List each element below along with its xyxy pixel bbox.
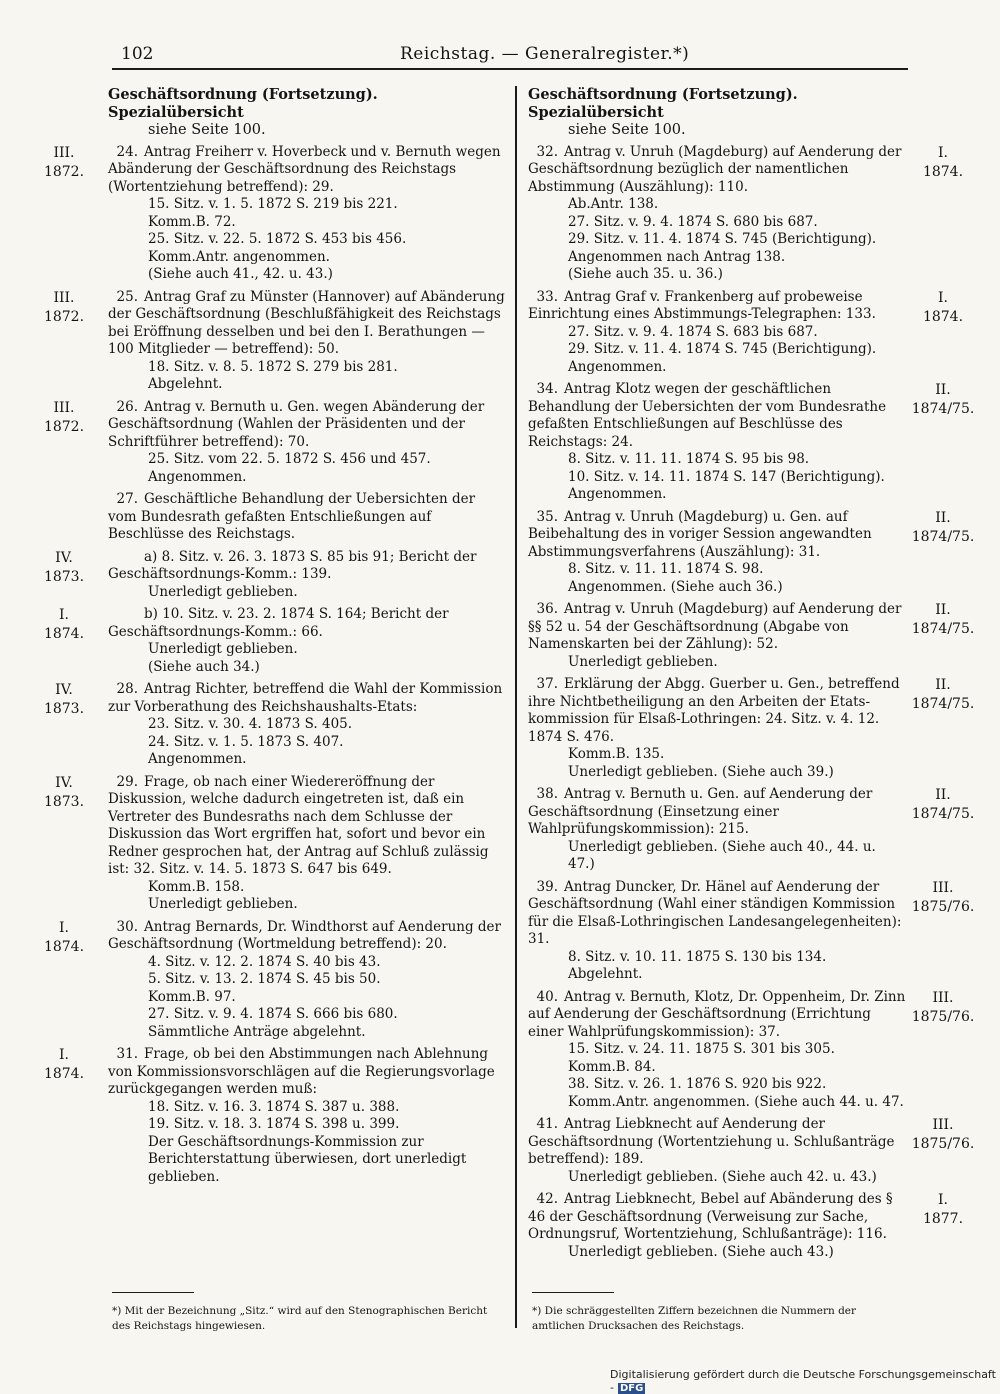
session-marker-line: 1875/76.: [911, 1008, 975, 1025]
register-entry: [528, 988, 975, 1112]
entry-text: Erklärung der Abgg. Guerber u. Gen., betreffend ihre Nichtbetheiligung an den Arbeiten der Etats-kommission für Elsaß-Lothringen: 24. Sitz. v. 4. 12. 1874 S. 476.: [528, 676, 900, 745]
entry-reference: Angenommen nach Antrag 138.: [568, 248, 786, 265]
entry-reference: 23. Sitz. v. 30. 4. 1873 S. 405.: [148, 716, 353, 732]
entry-number: 31.: [116, 1046, 138, 1062]
entry-reference: (Siehe auch 41., 42. u. 43.): [148, 266, 333, 282]
entry-number: 24.: [116, 143, 138, 160]
session-marker-line: 1874/75.: [911, 621, 975, 637]
entry-title: [108, 491, 506, 544]
entry-text: Antrag v. Bernuth u. Gen. auf Aenderung der Geschäftsordnung (Einsetzung einer Wahlprüfungskommission): 215.: [528, 786, 873, 837]
entry-reference: Komm.B. 135.: [568, 746, 665, 762]
session-marker: [910, 879, 976, 917]
register-entry: [528, 878, 975, 984]
entry-title: [528, 1116, 906, 1169]
session-marker-line: 1874/75.: [911, 528, 975, 545]
right-entries: [528, 143, 975, 1262]
session-marker-line: I.: [59, 919, 69, 936]
session-marker: [36, 549, 92, 587]
entry-title: [108, 399, 506, 452]
register-entry: [528, 786, 975, 874]
session-marker: [36, 774, 92, 812]
entry-reference: (Siehe auch 35. u. 36.): [568, 266, 723, 282]
entry-reference: Unerledigt geblieben. (Siehe auch 42. u. 43.): [568, 1168, 877, 1185]
register-entry: [528, 676, 975, 781]
entry-text: Antrag Richter, betreffend die Wahl der Kommission zur Vorberathung des Reichshaushalts-Etats:: [108, 681, 503, 715]
session-marker-line: II.: [935, 787, 951, 803]
register-entry: [528, 508, 975, 597]
entry-reference: 10. Sitz. v. 14. 11. 1874 S. 147 (Berichtigung).: [568, 468, 885, 485]
entry-text: Geschäftliche Behandlung der Uebersichten der vom Bundesrath gefaßten Entschließungen auf Beschlüsse des Reichstags.: [108, 491, 476, 542]
entry-text: Antrag v. Bernuth u. Gen. wegen Abänderung der Geschäftsordnung (Wahlen der Präsidenten und der Schriftführer betreffend): 70.: [108, 398, 485, 450]
entry-reference: Angenommen.: [568, 486, 667, 502]
session-marker-line: 1874.: [43, 626, 85, 642]
entry-text: Frage, ob nach einer Wiedereröffnung der Diskussion, welche dadurch eingetreten ist, daß ein Vertreter des Bundesraths nach dem Schlusse der Diskussion das Wort ergriffen hat, sofort und bevor ein Redner gesprochen hat, der Antrag auf Schluß zulässig ist: 32. Sitz. v. 14. 5. 1873 S. 647 bis 649.: [108, 773, 489, 877]
session-marker-line: 1873.: [43, 793, 85, 810]
session-marker-line: 1875/76.: [911, 898, 975, 915]
entry-reference: Unerledigt geblieben.: [148, 641, 298, 657]
entry-reference: 27. Sitz. v. 9. 4. 1874 S. 680 bis 687.: [568, 213, 818, 230]
entry-reference: Angenommen.: [568, 358, 667, 375]
right-column: [528, 86, 975, 1266]
session-marker-line: I.: [59, 607, 69, 623]
entry-title: [528, 509, 906, 562]
right-column-heading: Geschäftsordnung (Fortsetzung). Spezialübersicht siehe Seite 100.: [528, 86, 798, 138]
session-marker-line: 1874/75.: [911, 696, 975, 712]
session-marker: [910, 676, 976, 714]
session-marker-line: 1872.: [43, 308, 85, 325]
entry-number: 30.: [116, 918, 138, 935]
entry-reference: 27. Sitz. v. 9. 4. 1874 S. 666 bis 680.: [148, 1006, 398, 1022]
entry-title: [108, 681, 506, 716]
session-marker: [36, 1046, 92, 1084]
session-marker: [910, 1116, 976, 1154]
entry-text: Antrag Liebknecht, Bebel auf Abänderung des § 46 der Geschäftsordnung (Verweisung zur Sache, Ordnungsruf, Wortentziehung, Schlußanträge): 116.: [528, 1191, 893, 1242]
entry-reference: 4. Sitz. v. 12. 2. 1874 S. 40 bis 43.: [148, 953, 381, 970]
register-entry: [43, 288, 506, 394]
session-marker-line: I.: [938, 289, 948, 306]
entry-reference: 8. Sitz. v. 10. 11. 1875 S. 130 bis 134.: [568, 948, 827, 965]
entry-number: 41.: [536, 1116, 558, 1132]
register-entry: [108, 491, 506, 544]
entry-number: 35.: [536, 508, 558, 525]
session-marker-line: III.: [932, 989, 954, 1006]
session-marker: [36, 144, 92, 182]
entry-title: [528, 989, 906, 1042]
entry-reference: 27. Sitz. v. 9. 4. 1874 S. 683 bis 687.: [568, 323, 818, 340]
session-marker-line: IV.: [55, 682, 73, 698]
session-marker-line: I.: [938, 144, 948, 161]
entry-reference: 18. Sitz. v. 8. 5. 1872 S. 279 bis 281.: [148, 358, 398, 375]
session-marker-line: 1874.: [43, 938, 85, 955]
entry-text: Antrag Graf v. Frankenberg auf probeweise Einrichtung eines Abstimmungs-Telegraphen: 133.: [528, 288, 876, 322]
session-marker-line: III.: [53, 289, 75, 306]
entry-reference: Komm.B. 97.: [148, 988, 236, 1005]
entry-number: 40.: [536, 988, 558, 1005]
entry-reference: Unerledigt geblieben.: [148, 583, 298, 600]
entry-title: [528, 144, 906, 197]
register-entry: [528, 288, 964, 377]
session-marker: [910, 381, 976, 419]
entry-reference: 8. Sitz. v. 11. 11. 1874 S. 98.: [568, 561, 764, 577]
entry-reference: 38. Sitz. v. 26. 1. 1876 S. 920 bis 922.: [568, 1076, 827, 1092]
register-entry: [528, 143, 964, 284]
session-marker-line: 1873.: [43, 701, 85, 717]
entry-title: [108, 289, 506, 359]
entry-text: Antrag v. Unruh (Magdeburg) auf Aenderung der Geschäftsordnung bezüglich der namentlichen Abstimmung (Auszählung): 110.: [528, 143, 902, 195]
entry-reference: (Siehe auch 34.): [148, 658, 260, 675]
entry-number: 26.: [116, 398, 138, 415]
register-entry: [43, 773, 506, 914]
entry-text: Antrag Bernards, Dr. Windthorst auf Aenderung der Geschäftsordnung (Wortmeldung betreffend): 20.: [108, 918, 501, 952]
entry-text: Antrag v. Unruh (Magdeburg) u. Gen. auf Beibehaltung des in voriger Session angewandten Abstimmungsverfahrens (Auszählung): 31.: [528, 508, 872, 560]
register-entry: [528, 601, 975, 671]
entry-title: [528, 786, 906, 839]
running-title: Reichstag. — Generalregister.*): [400, 44, 690, 64]
entry-text: a) 8. Sitz. v. 26. 3. 1873 S. 85 bis 91; Bericht der Geschäftsordnungs-Komm.: 139.: [108, 548, 477, 582]
entry-text: Antrag Klotz wegen der geschäftlichen Behandlung der Uebersichten der vom Bundesrathe gefaßten Entschließungen auf Beschlüsse des Reichstags: 24.: [528, 381, 887, 450]
entry-reference: Komm.B. 72.: [148, 213, 236, 230]
entry-reference: Unerledigt geblieben.: [148, 896, 298, 912]
entry-reference: Angenommen.: [148, 751, 247, 767]
entry-reference: 25. Sitz. vom 22. 5. 1872 S. 456 und 457.: [148, 451, 431, 467]
entry-reference: Ab.Antr. 138.: [568, 196, 659, 212]
register-entry: [43, 681, 506, 769]
footnote-rule-left: [112, 1292, 194, 1293]
entry-title: [108, 919, 506, 954]
session-marker-line: III.: [932, 1117, 954, 1133]
entry-title: [528, 1191, 906, 1244]
session-marker: [910, 1191, 976, 1229]
session-marker-line: II.: [935, 602, 951, 618]
session-marker-line: III.: [53, 399, 75, 416]
entry-reference: 15. Sitz. v. 24. 11. 1875 S. 301 bis 305.: [568, 1041, 835, 1057]
entry-reference: Komm.B. 158.: [148, 878, 245, 895]
session-marker: [36, 681, 92, 719]
session-marker-line: 1875/76.: [911, 1136, 975, 1152]
session-marker-line: IV.: [55, 549, 73, 566]
session-marker-line: 1874.: [922, 308, 964, 325]
register-entry: [528, 1116, 975, 1186]
session-marker: [36, 919, 92, 957]
session-marker-line: 1873.: [43, 568, 85, 585]
entry-text: Antrag Liebknecht auf Aenderung der Geschäftsordnung (Wortentziehung u. Schlußanträge betreffend): 189.: [528, 1116, 895, 1167]
register-entry: [43, 398, 506, 487]
session-marker: [36, 289, 92, 327]
entry-title: [108, 1046, 506, 1099]
entry-text: b) 10. Sitz. v. 23. 2. 1874 S. 164; Bericht der Geschäftsordnungs-Komm.: 66.: [108, 606, 449, 640]
session-marker: [910, 601, 976, 639]
entry-number: 33.: [536, 288, 558, 305]
entry-reference: Komm.B. 84.: [568, 1058, 656, 1075]
session-marker-line: I.: [938, 1192, 948, 1208]
session-marker-line: 1874.: [922, 163, 964, 180]
left-column-heading: Geschäftsordnung (Fortsetzung). Spezialübersicht siehe Seite 100.: [108, 86, 378, 138]
session-marker: [910, 786, 976, 824]
entry-number: 27.: [116, 491, 138, 507]
entry-text: Antrag v. Unruh (Magdeburg) auf Aenderung der §§ 52 u. 54 der Geschäftsordnung (Abgabe von Namenskarten bei der Zählung): 52.: [528, 601, 902, 652]
footnote-right: *) Die schräggestellten Ziffern bezeichnen die Nummern der amtlichen Drucksachen des Reichstags.: [532, 1305, 857, 1332]
entry-number: 36.: [536, 601, 558, 617]
entry-number: 42.: [536, 1191, 558, 1207]
session-marker-line: 1874/75.: [911, 806, 975, 822]
credit-text: Digitalisierung gefördert durch die Deutsche Forschungsgemeinschaft -: [610, 1368, 996, 1394]
session-marker: [910, 289, 976, 327]
register-entry: [528, 1191, 964, 1261]
entry-number: 37.: [536, 676, 558, 692]
session-marker-line: II.: [935, 382, 951, 398]
entry-text: Antrag Graf zu Münster (Hannover) auf Abänderung der Geschäftsordnung (Beschlußfähigkeit des Reichstags bei Eröffnung desselben und bei den I. Berathungen — 100 Mitglieder — betreffend): 50.: [108, 288, 505, 357]
entry-title: [108, 144, 506, 197]
entry-reference: Der Geschäftsordnungs-Kommission zur Berichterstattung überwiesen, dort unerledigt geblieben.: [148, 1133, 467, 1185]
entry-number: 38.: [536, 786, 558, 802]
entry-title: [528, 879, 906, 949]
register-entry: [528, 381, 975, 504]
session-marker-line: III.: [932, 879, 954, 896]
entry-reference: 29. Sitz. v. 11. 4. 1874 S. 745 (Berichtigung).: [568, 231, 877, 247]
session-marker: [910, 989, 976, 1027]
entry-reference: Komm.Antr. angenommen. (Siehe auch 44. u. 47.: [568, 1093, 904, 1110]
session-marker-line: 1872.: [43, 163, 85, 180]
register-entry: [43, 606, 506, 676]
left-entries: [43, 143, 506, 1187]
entry-text: Antrag Freiherr v. Hoverbeck und v. Bernuth wegen Abänderung der Geschäftsordnung des Reichstags (Wortentziehung betreffend): 29.: [108, 143, 501, 195]
entry-reference: Sämmtliche Anträge abgelehnt.: [148, 1023, 366, 1040]
entry-reference: 15. Sitz. v. 1. 5. 1872 S. 219 bis 221.: [148, 196, 398, 212]
entry-reference: Unerledigt geblieben. (Siehe auch 43.): [568, 1243, 834, 1260]
entry-number: 32.: [536, 143, 558, 160]
entry-title: [528, 676, 906, 746]
session-marker-line: IV.: [55, 774, 73, 791]
column-divider: [515, 86, 517, 1328]
entry-number: 28.: [116, 681, 138, 697]
entry-title: [108, 549, 506, 584]
entry-number: 29.: [116, 773, 138, 790]
entry-reference: Unerledigt geblieben. (Siehe auch 40., 44. u. 47.): [568, 838, 876, 872]
entry-title: [528, 601, 906, 654]
entry-title: [108, 774, 506, 879]
entry-reference: 5. Sitz. v. 13. 2. 1874 S. 45 bis 50.: [148, 971, 381, 987]
entry-reference: 29. Sitz. v. 11. 4. 1874 S. 745 (Berichtigung).: [568, 341, 877, 357]
entry-reference: Abgelehnt.: [568, 966, 643, 982]
entry-text: Antrag Duncker, Dr. Hänel auf Aenderung der Geschäftsordnung (Wahl einer ständigen Kommission für die Elsaß-Lothringischen Landesangelegenheiten): 31.: [528, 878, 902, 947]
entry-reference: Unerledigt geblieben.: [568, 653, 718, 670]
session-marker: [36, 399, 92, 437]
entry-number: 34.: [536, 381, 558, 397]
session-marker-line: 1877.: [922, 1211, 964, 1227]
footnote-left: *) Mit der Bezeichnung „Sitz.“ wird auf den Stenographischen Bericht des Reichstags hingewiesen.: [112, 1305, 488, 1332]
digitization-credit: [610, 1368, 1000, 1394]
entry-reference: Komm.Antr. angenommen.: [148, 248, 330, 265]
session-marker: [910, 509, 976, 547]
session-marker-line: I.: [59, 1047, 69, 1063]
entry-number: 39.: [536, 878, 558, 895]
entry-reference: Angenommen. (Siehe auch 36.): [568, 578, 783, 595]
entry-text: Antrag v. Bernuth, Klotz, Dr. Oppenheim, Dr. Zinn auf Aenderung der Geschäftsordnung (Errichtung einer Wahlprüfungskommission): 37.: [528, 988, 906, 1040]
entry-reference: 18. Sitz. v. 16. 3. 1874 S. 387 u. 388.: [148, 1098, 400, 1115]
entry-title: [528, 381, 906, 451]
entry-reference: 24. Sitz. v. 1. 5. 1873 S. 407.: [148, 733, 344, 750]
session-marker-line: II.: [935, 509, 951, 526]
entry-reference: 19. Sitz. v. 18. 3. 1874 S. 398 u. 399.: [148, 1116, 400, 1132]
session-marker-line: 1874.: [43, 1066, 85, 1082]
session-marker-line: III.: [53, 144, 75, 161]
page-number: 102: [121, 44, 154, 64]
session-marker: [36, 606, 92, 644]
entry-reference: Abgelehnt.: [148, 376, 223, 392]
entry-text: Frage, ob bei den Abstimmungen nach Ablehnung von Kommissionsvorschlägen auf die Regierungsvorlage zurückgegangen werden muß:: [108, 1046, 495, 1097]
entry-reference: Angenommen.: [148, 468, 247, 485]
dfg-logo: DFG: [619, 1383, 644, 1394]
entry-title: [528, 289, 906, 324]
register-entry: [43, 143, 506, 284]
entry-reference: 25. Sitz. v. 22. 5. 1872 S. 453 bis 456.: [148, 231, 407, 247]
register-entry: [43, 1046, 506, 1186]
header-rule: [112, 68, 908, 70]
entry-title: [108, 606, 506, 641]
footnote-rule-right: [532, 1292, 614, 1293]
entry-reference: 8. Sitz. v. 11. 11. 1874 S. 95 bis 98.: [568, 451, 810, 467]
session-marker: [910, 144, 976, 182]
session-marker-line: 1872.: [43, 418, 85, 435]
session-marker-line: II.: [935, 677, 951, 693]
entry-number: 25.: [116, 288, 138, 305]
left-column: [43, 86, 506, 1191]
register-entry: [43, 548, 506, 602]
session-marker-line: 1874/75.: [911, 401, 975, 417]
register-entry: [43, 918, 506, 1042]
entry-reference: Unerledigt geblieben. (Siehe auch 39.): [568, 763, 834, 780]
